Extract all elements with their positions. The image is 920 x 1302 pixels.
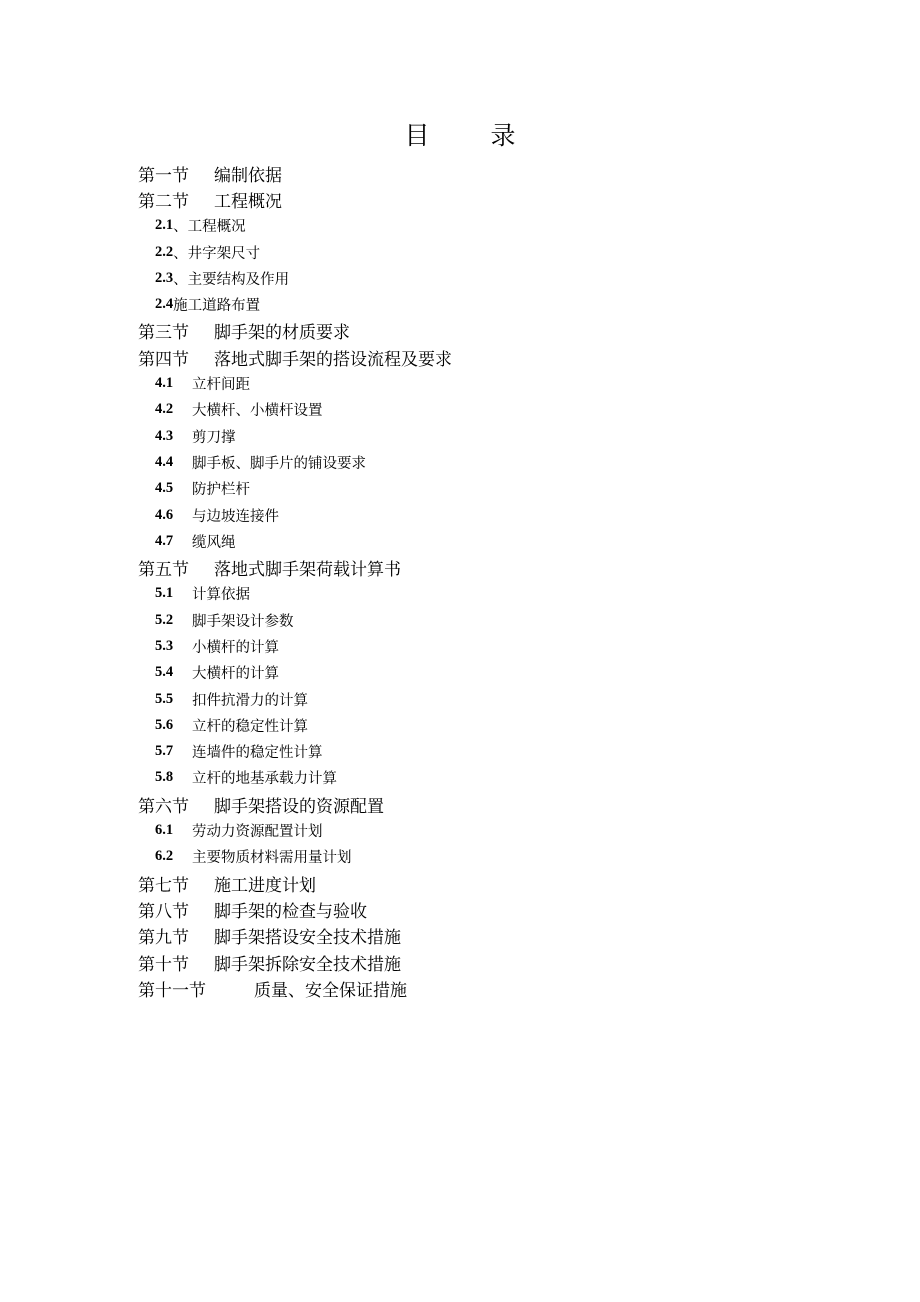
toc-entry-title: 编制依据 (214, 165, 282, 186)
toc-subsection-entry[interactable] (138, 686, 838, 712)
toc-heading: 目 录 (404, 121, 534, 150)
toc-entry-title: 脚手架的检查与验收 (214, 901, 367, 922)
toc-entry-number: 第五节 (138, 560, 189, 581)
toc-entry-title: 防护栏杆 (192, 482, 250, 499)
toc-entry-number: 5.4 (155, 664, 174, 681)
toc-entry-number: 4.2 (155, 401, 174, 418)
toc-entry-title: 计算依据 (192, 587, 250, 604)
toc-entry-number: 第九节 (138, 928, 189, 949)
toc-subsection-entry[interactable] (138, 528, 838, 554)
toc-entry-title: 扣件抗滑力的计算 (192, 692, 308, 709)
toc-entry-title: 、工程概况 (173, 219, 246, 236)
toc-entry-title: 连墙件的稳定性计算 (192, 745, 323, 762)
toc-entry-number: 2.1 (155, 217, 174, 234)
toc-entry-title: 立杆的稳定性计算 (192, 718, 308, 735)
toc-subsection-entry[interactable] (138, 502, 838, 528)
toc-subsection-entry[interactable] (138, 607, 838, 633)
toc-entry-number: 4.1 (155, 375, 174, 392)
toc-entry-number: 6.2 (155, 848, 174, 865)
toc-entry-title: 剪刀撑 (192, 429, 236, 446)
toc-entry-title: 劳动力资源配置计划 (192, 824, 323, 841)
toc-entry-title: 、主要结构及作用 (173, 271, 290, 288)
toc-section-entry[interactable] (138, 949, 838, 975)
toc-entry-number: 第十一节 (138, 980, 206, 1001)
table-of-contents (138, 160, 838, 1002)
toc-section-entry[interactable] (138, 554, 838, 580)
toc-subsection-entry[interactable] (138, 397, 838, 423)
toc-entry-number: 2.2 (155, 243, 174, 260)
toc-section-entry[interactable] (138, 318, 838, 344)
toc-section-entry[interactable] (138, 791, 838, 817)
toc-entry-number: 第六节 (138, 796, 189, 817)
toc-subsection-entry[interactable] (138, 370, 838, 396)
toc-entry-number: 5.2 (155, 611, 174, 628)
toc-subsection-entry[interactable] (138, 712, 838, 738)
toc-entry-title: 脚手架搭设的资源配置 (214, 796, 384, 817)
toc-entry-number: 5.3 (155, 637, 174, 654)
toc-subsection-entry[interactable] (138, 817, 838, 843)
toc-entry-title: 立杆间距 (192, 377, 250, 394)
toc-entry-title: 、井字架尺寸 (173, 245, 261, 262)
toc-subsection-entry[interactable] (138, 739, 838, 765)
toc-entry-title: 缆风绳 (192, 534, 236, 551)
toc-subsection-entry[interactable] (138, 844, 838, 870)
toc-entry-number: 2.4 (155, 296, 174, 313)
toc-entry-title: 立杆的地基承载力计算 (192, 771, 337, 788)
toc-subsection-entry[interactable] (138, 660, 838, 686)
toc-entry-number: 4.6 (155, 506, 174, 523)
toc-subsection-entry[interactable] (138, 265, 838, 291)
toc-entry-number: 5.8 (155, 769, 174, 786)
toc-entry-title: 质量、安全保证措施 (254, 980, 407, 1001)
toc-subsection-entry[interactable] (138, 476, 838, 502)
toc-subsection-entry[interactable] (138, 449, 838, 475)
toc-subsection-entry[interactable] (138, 633, 838, 659)
toc-subsection-entry[interactable] (138, 291, 838, 317)
toc-entry-number: 4.3 (155, 427, 174, 444)
toc-entry-title: 小横杆的计算 (192, 639, 279, 656)
toc-entry-number: 5.1 (155, 585, 174, 602)
toc-entry-title: 脚手架设计参数 (192, 613, 294, 630)
toc-entry-number: 4.5 (155, 480, 174, 497)
toc-entry-number: 5.7 (155, 743, 174, 760)
toc-entry-title: 施工进度计划 (214, 875, 316, 896)
toc-subsection-entry[interactable] (138, 423, 838, 449)
toc-entry-number: 6.1 (155, 822, 174, 839)
toc-section-entry[interactable] (138, 923, 838, 949)
toc-section-entry[interactable] (138, 160, 838, 186)
toc-entry-title: 脚手架拆除安全技术措施 (214, 954, 401, 975)
toc-entry-title: 工程概况 (214, 191, 282, 212)
toc-entry-number: 第七节 (138, 875, 189, 896)
toc-entry-number: 第一节 (138, 165, 189, 186)
toc-entry-title: 大横杆的计算 (192, 666, 279, 683)
toc-entry-number: 4.7 (155, 532, 174, 549)
toc-entry-number: 5.6 (155, 716, 174, 733)
toc-section-entry[interactable] (138, 975, 838, 1001)
toc-subsection-entry[interactable] (138, 213, 838, 239)
toc-section-entry[interactable] (138, 870, 838, 896)
toc-entry-title: 脚手架搭设安全技术措施 (214, 928, 401, 949)
toc-entry-number: 2.3 (155, 269, 174, 286)
toc-entry-title: 落地式脚手架的搭设流程及要求 (214, 349, 452, 370)
toc-entry-title: 与边坡连接件 (192, 508, 279, 525)
toc-entry-number: 第十节 (138, 954, 189, 975)
toc-subsection-entry[interactable] (138, 581, 838, 607)
toc-section-entry[interactable] (138, 896, 838, 922)
toc-entry-number: 第二节 (138, 191, 189, 212)
toc-subsection-entry[interactable] (138, 765, 838, 791)
toc-entry-title: 脚手板、脚手片的铺设要求 (192, 455, 366, 472)
toc-entry-number: 5.5 (155, 690, 174, 707)
toc-entry-title: 主要物质材料需用量计划 (192, 850, 352, 867)
toc-entry-title: 施工道路布置 (173, 298, 261, 315)
toc-section-entry[interactable] (138, 186, 838, 212)
toc-entry-number: 第八节 (138, 901, 189, 922)
toc-entry-number: 第三节 (138, 323, 189, 344)
toc-subsection-entry[interactable] (138, 239, 838, 265)
toc-entry-title: 大横杆、小横杆设置 (192, 403, 323, 420)
toc-entry-title: 落地式脚手架荷载计算书 (214, 560, 401, 581)
toc-section-entry[interactable] (138, 344, 838, 370)
toc-entry-number: 4.4 (155, 453, 174, 470)
toc-entry-title: 脚手架的材质要求 (214, 323, 350, 344)
toc-entry-number: 第四节 (138, 349, 189, 370)
